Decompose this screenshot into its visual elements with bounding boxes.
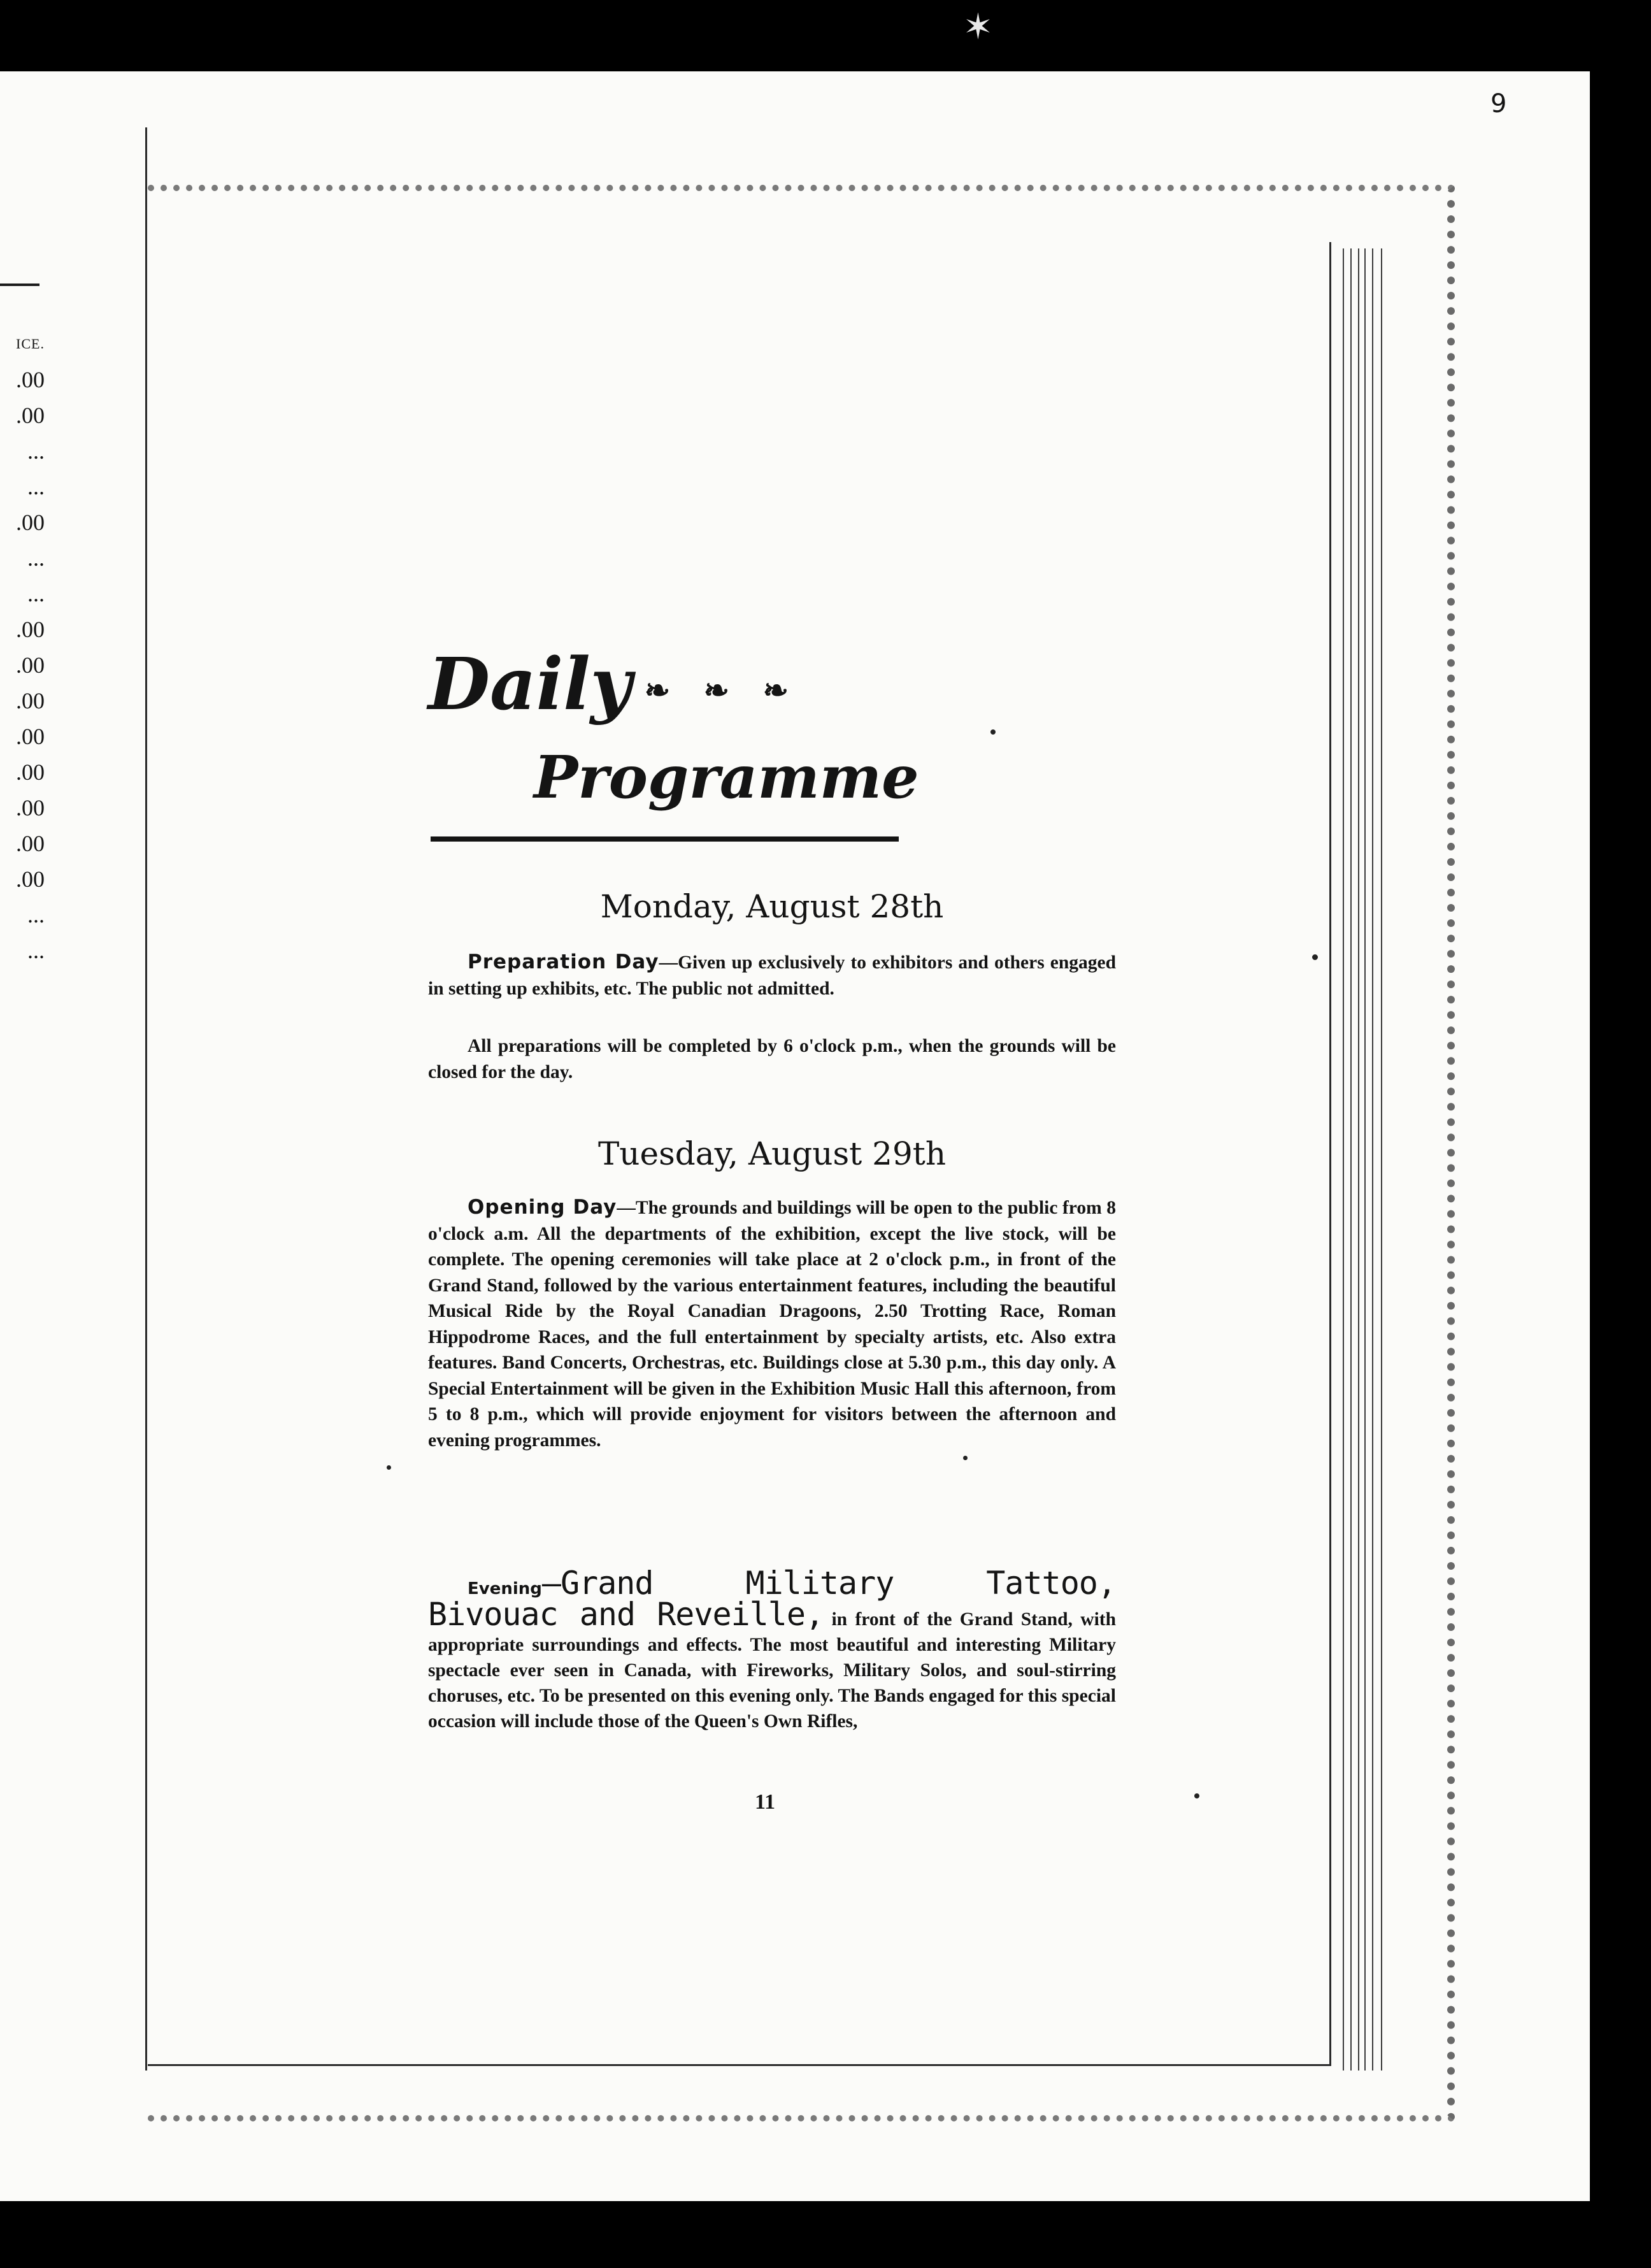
price-list (0, 362, 45, 968)
price-entry: ... (27, 474, 45, 499)
monday-text: —Given up exclusively to exhibitors and others engaged in setting up exhibits, etc. The public not admitted. (428, 952, 1116, 999)
title-rule (431, 836, 899, 842)
title-daily-text: Daily (428, 643, 632, 726)
scan-speck (990, 729, 996, 735)
price-entry: ... (27, 581, 45, 606)
price-entry: ... (27, 902, 45, 928)
evening-paragraph (428, 1565, 1116, 1734)
price-entry: ... (27, 438, 45, 464)
price-entry: .00 (16, 759, 45, 785)
price-entry: .00 (16, 510, 45, 535)
price-entry: .00 (16, 652, 45, 678)
scan-artifact-star: ✶ (963, 8, 993, 47)
page-edge-lines (1336, 248, 1413, 2071)
evening-text: in front of the Grand Stand, with appropriate surroundings and effects. The most beautiful and interesting Military spectacle ever seen in Canada, with Fireworks, Military Solos, and soul-stirring choruses, etc. To be presented on this evening only. The Bands engaged for this special occasion will include those of the Queen's Own Rifles, (428, 1609, 1116, 1732)
tuesday-heading: Tuesday, August 29th (597, 1135, 947, 1172)
evening-lead: Evening (468, 1579, 542, 1598)
tuesday-paragraph (428, 1195, 1116, 1453)
evening-title: —Grand Military Tattoo, Bivouac and Reveille, (428, 1565, 1116, 1633)
scan-speck (387, 1465, 391, 1470)
monday-lead: Preparation Day (468, 951, 659, 973)
gutter-line (145, 127, 147, 2071)
price-entry: .00 (16, 866, 45, 892)
monday-heading: Monday, August 28th (600, 888, 944, 925)
price-entry: .00 (16, 795, 45, 821)
scan-margin-bottom (0, 2201, 1651, 2268)
price-entry: .00 (16, 367, 45, 392)
title-daily (428, 643, 800, 729)
scan-speck (1312, 954, 1318, 960)
left-page-price-column (0, 326, 45, 968)
tuesday-text: —The grounds and buildings will be open to the public from 8 o'clock a.m. All the departments of the exhibition, except the live stock, will be complete. The opening ceremonies will take place at 2 o'clock p.m., in front of the Grand Stand, followed by the various entertainment features, including the beautiful Musical Ride by the Royal Canadian Dragoons, 2.50 Trotting Race, Roman Hippodrome Races, and the full entertainment by specialty artists, etc. Also extra features. Band Concerts, Orchestras, etc. Buildings close at 5.30 p.m., this day only. A Special Entertainment will be given in the Exhibition Music Hall this afternoon, from 5 to 8 p.m., which will provide enjoyment for visitors between the afternoon and evening programmes. (428, 1198, 1116, 1451)
page-number: 11 (755, 1790, 776, 1814)
price-entry: .00 (16, 403, 45, 428)
price-entry: .00 (16, 617, 45, 642)
monday-paragraph-2: All preparations will be completed by 6 o'clock p.m., when the grounds will be closed for the day. (428, 1036, 1116, 1082)
scan-speck (1194, 1793, 1199, 1798)
title-programme: Programme (534, 743, 919, 812)
ornament-icon: ❧ ❧ ❧ (644, 672, 800, 708)
price-entry: .00 (16, 831, 45, 856)
price-entry: ... (27, 938, 45, 963)
monday-paragraph (428, 949, 1116, 1001)
scan-margin-right (1590, 0, 1651, 2268)
tuesday-lead: Opening Day (468, 1196, 617, 1219)
price-entry: ... (27, 545, 45, 571)
price-column-head: ICE. (16, 336, 45, 352)
price-entry: .00 (16, 724, 45, 749)
price-entry: .00 (16, 688, 45, 714)
scan-speck (963, 1456, 968, 1460)
left-page-rule (0, 284, 39, 286)
corner-mark: 9 (1490, 89, 1507, 118)
